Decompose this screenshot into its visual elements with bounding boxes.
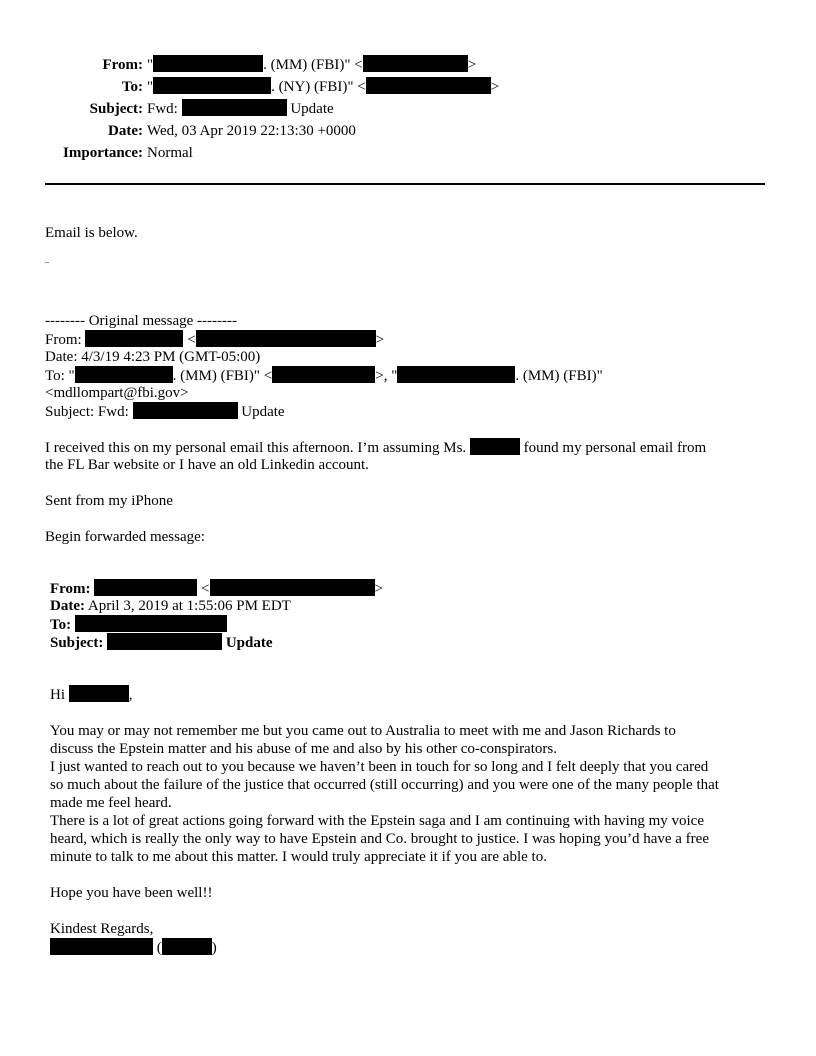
redaction [94,579,197,596]
quote: " [147,79,154,95]
begin-forwarded-text: Begin forwarded message: [45,529,205,545]
redaction [162,938,212,955]
letter-line: heard, which is really the only way to have Epstein and Co. brought to justice. I was hoping you’d have a free [50,831,709,847]
letter-closing: Kindest Regards, [50,921,154,937]
letter-signature [50,938,775,957]
fwd-subject-suffix: Update [225,635,273,651]
paren-close: ) [211,940,217,956]
greeting-comma: , [128,687,133,703]
redaction [107,633,222,650]
header-from-label: From: [102,57,143,73]
redaction [50,938,153,955]
redaction [196,330,376,347]
fwd-date-value: April 3, 2019 at 1:55:06 PM EDT [87,598,291,614]
fwd-to [50,615,775,633]
angle-close: > [374,581,383,597]
original-subject-suffix: Update [241,404,285,420]
fwd-date-label: Date: [50,598,85,614]
header-date-label: Date: [108,123,143,139]
header-from-org: . (MM) (FBI)" < [263,57,363,73]
intro-text: Email is below. [45,225,138,241]
redaction [397,366,515,383]
subject-suffix: Update [290,101,334,117]
redaction [69,685,129,702]
redaction [85,330,183,347]
letter-line: minute to talk to me about this matter. I would truly appreciate it if you are able to. [50,849,547,865]
redaction [75,366,173,383]
original-from [45,330,770,348]
original-separator: -------- Original message -------- [45,313,237,329]
angle-close: > [375,332,385,348]
letter-line: made me feel heard. [50,795,172,811]
original-subject [45,402,770,420]
fwd-from [50,579,775,597]
body-text: found my personal email from [523,440,707,456]
subject-prefix: Fwd: [147,101,178,117]
letter-line: You may or may not remember me but you came out to Australia to meet with me and Jason Richards to [50,723,676,739]
letter-greeting [50,685,775,704]
header-to-value [147,76,499,98]
header-from-row [45,54,765,76]
header-subject-value [147,98,334,120]
header-subject-label: Subject: [89,101,143,117]
original-to [45,366,770,384]
letter-line: There is a lot of great actions going forward with the Epstein saga and I am continuing with having my voice [50,813,704,829]
letter-line: I just wanted to reach out to you because we haven’t been in touch for so long and I felt deeply that you cared [50,759,709,775]
original-to-org2: . (MM) (FBI)" [515,368,603,384]
redaction [133,402,238,419]
redaction [182,99,287,116]
header-subject-row [45,98,765,120]
header-importance-label: Importance: [63,145,143,161]
paren-open: ( [156,940,162,956]
header-divider [45,183,765,185]
original-date: Date: 4/3/19 4:23 PM (GMT-05:00) [45,349,261,365]
angle-close: > [490,79,500,95]
header-to-row [45,76,765,98]
body-line: the FL Bar website or I have an old Linkedin account. [45,457,369,473]
header-to-org: . (NY) (FBI)" < [271,79,366,95]
header-from-value [147,54,476,76]
original-to-org1: . (MM) (FBI)" < [172,368,273,384]
fwd-from-label: From: [50,581,91,597]
original-message [45,312,770,420]
body-paragraph [45,438,770,474]
redaction [363,55,468,72]
quote: " [147,57,154,73]
fwd-date [50,597,775,615]
letter-body [50,722,775,866]
original-to-address: <mdllompart@fbi.gov> [45,385,189,401]
letter-line: so much about the failure of the justice that occurred (still occurring) and you were one of the many people that [50,777,719,793]
redaction [210,579,375,596]
original-subject-label: Subject: Fwd: [45,404,129,420]
letter-line: discuss the Epstein matter and his abuse of me and also by his other co-conspirators. [50,741,557,757]
fwd-subject [50,633,775,651]
stray-mark [45,262,49,263]
original-to-label: To: " [45,368,75,384]
redaction [366,77,491,94]
fwd-subject-label: Subject: [50,635,104,651]
body-text: I received this on my personal email this afternoon. I’m assuming Ms. [45,440,467,456]
sent-from-text: Sent from my iPhone [45,493,173,509]
body-line [45,438,770,456]
header-date-value: Wed, 03 Apr 2019 22:13:30 +0000 [147,123,356,139]
angle-close: > [467,57,477,73]
redaction [153,77,271,94]
fwd-to-label: To: [50,617,72,633]
redaction [272,366,375,383]
redaction [153,55,263,72]
header-date-row [45,120,765,142]
redaction [75,615,227,632]
header-to-label: To: [121,79,143,95]
header-importance-value: Normal [147,145,193,161]
angle-open: < [201,581,210,597]
forwarded-header [50,579,775,651]
redaction [470,438,520,455]
email-header [45,54,765,164]
original-from-label: From: [45,332,82,348]
original-to-sep: >, " [375,368,398,384]
greeting-text: Hi [50,687,65,703]
letter-hope: Hope you have been well!! [50,885,213,901]
angle-open: < [187,332,196,348]
header-importance-row [45,142,765,164]
